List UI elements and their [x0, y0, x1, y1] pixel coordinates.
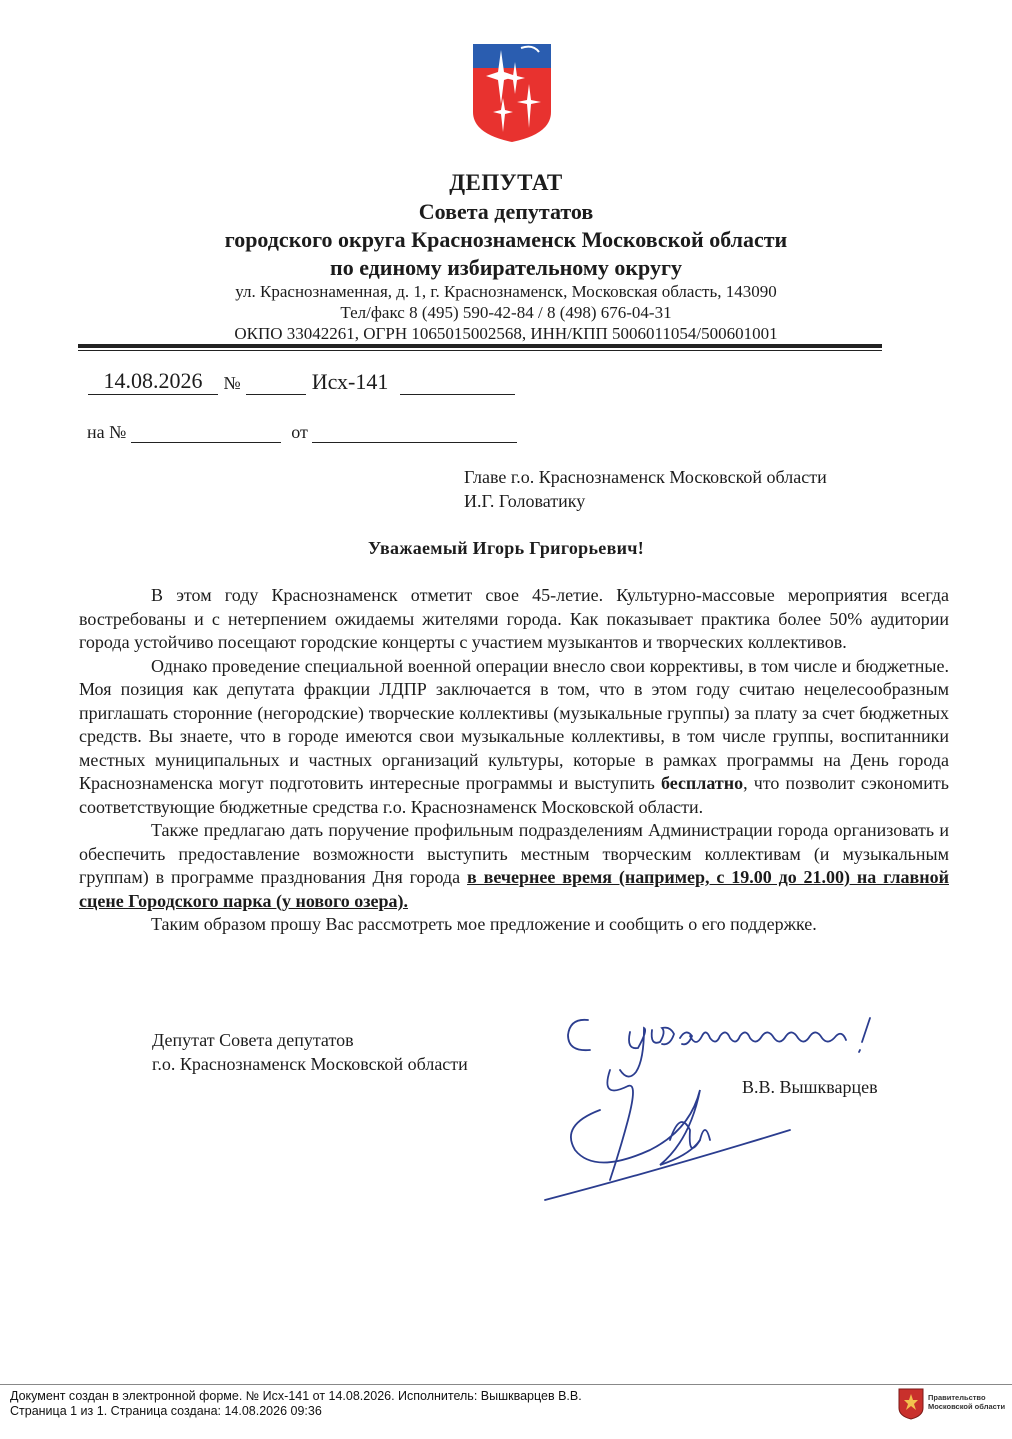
- free-emphasis: бесплатно: [660, 773, 744, 793]
- registration-line: [88, 368, 515, 395]
- city-crest-icon: [471, 42, 553, 144]
- ref-from-label: от: [291, 422, 308, 442]
- evening-time-emphasis: в вечернее время (например, с 19.00 до 21.00) на главной сцене Городского парка (у нового озера).: [79, 867, 949, 911]
- header-codes: ОКПО 33042261, ОГРН 1065015002568, ИНН/КПП 5006011054/500601001: [234, 324, 778, 343]
- paragraph-1: В этом году Краснознаменск отметит свое 45-летие. Культурно-массовые мероприятия всегда востребованы и с нетерпением ожидаемы жителями города. Как показывает практика более 50% аудитории города устойчиво посещают городские концерты с участием музыкантов и творческих коллективов.: [79, 585, 949, 652]
- header-address: ул. Краснознаменная, д. 1, г. Краснознаменск, Московская область, 143090: [235, 282, 777, 301]
- header-constituency: по единому избирательному округу: [330, 255, 682, 280]
- paragraph-4: Таким образом прошу Вас рассмотреть мое предложение и сообщить о его поддержке.: [151, 914, 817, 934]
- paragraph-2: Однако проведение специальной военной операции внесло свои коррективы, в том числе и бюджетные. Моя позиция как депутата фракции ЛДПР заключается в том, что в этом году считаю нецелесообразным приглашать сторонние (негородские) творческие коллективы (музыкальные группы) за плату за счет бюджетных средств. Вы знаете, что в городе имеются свои музыкальные коллективы, в том числе группы, воспитанники местных муниципальных и частных организаций культуры, которые в рамках программы на День города Краснознаменска могут подготовить интересные программы и выступить бесплатно, что позволит сэкономить соответствующие бюджетные средства г.о. Краснознаменск Московской области.: [79, 655, 950, 817]
- reg-number-label: №: [223, 373, 241, 393]
- signer-name: В.В. Вышкварцев: [742, 1077, 878, 1097]
- reg-date: 14.08.2026: [88, 368, 218, 395]
- reference-line: [87, 422, 517, 443]
- signer-organization: г.о. Краснознаменск Московской области: [152, 1054, 468, 1074]
- header-council: Совета депутатов: [418, 199, 594, 224]
- reg-number: Исх-141: [311, 369, 389, 394]
- header-phone: Тел/факс 8 (495) 590-42-84 / 8 (498) 676-04-31: [340, 303, 672, 322]
- ref-date-blank: [312, 424, 517, 443]
- handwritten-signature: [540, 990, 900, 1220]
- footer-doc-info: Документ создан в электронной форме. № Исх-141 от 14.08.2026. Исполнитель: Вышкварцев В.В.: [10, 1389, 582, 1403]
- greeting: Уважаемый Игорь Григорьевич!: [367, 538, 645, 558]
- header-title: ДЕПУТАТ: [449, 170, 563, 195]
- letter-body: [79, 584, 949, 937]
- addressee-name: И.Г. Головатику: [464, 491, 586, 511]
- footer-divider: [0, 1384, 1012, 1385]
- ref-label: на №: [87, 422, 127, 442]
- header-divider: [78, 344, 882, 348]
- reg-number-blank: [246, 372, 306, 395]
- header-divider-thin: [78, 350, 882, 351]
- addressee-position: Главе г.о. Краснознаменск Московской области: [464, 467, 827, 487]
- signer-position: Депутат Совета депутатов: [152, 1030, 354, 1050]
- ref-number-blank: [131, 424, 281, 443]
- header-district: городского округа Краснознаменск Московской области: [224, 227, 788, 252]
- paragraph-3: Также предлагаю дать поручение профильным подразделениям Администрации города организовать и обеспечить предоставление возможности выступить местным творческим коллективам (и музыкальным группам) в программе празднования Дня города в вечернее время (например, с 19.00 до 21.00) на главной сцене Городского парка (у нового озера).: [79, 820, 949, 911]
- reg-number-tail: [400, 372, 515, 395]
- government-logo-text: Правительство Московской области: [928, 1393, 1006, 1411]
- moscow-region-coat-icon: [898, 1388, 924, 1420]
- footer-page-info: Страница 1 из 1. Страница создана: 14.08.2026 09:36: [10, 1404, 322, 1418]
